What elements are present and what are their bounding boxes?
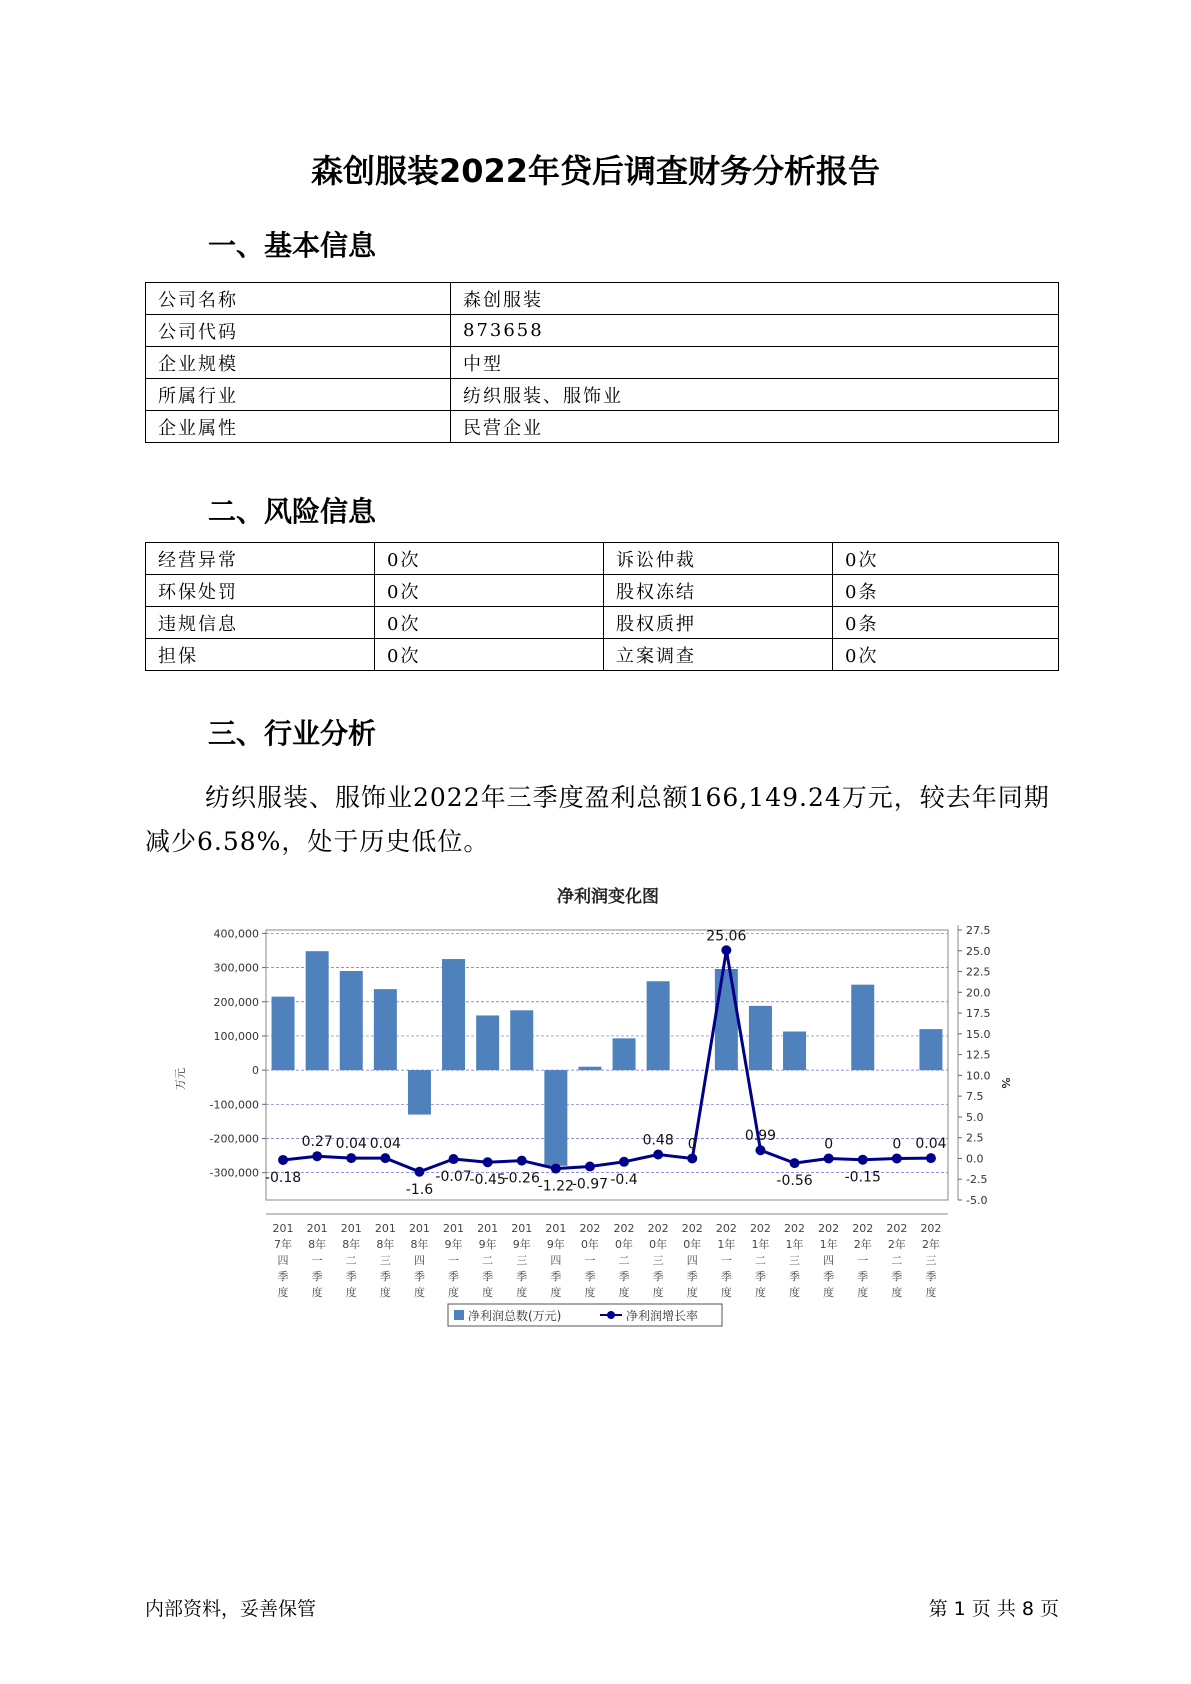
x-tick-label: 9年 xyxy=(478,1238,497,1251)
basic-info-label: 企业规模 xyxy=(146,347,451,379)
risk-info-table xyxy=(145,542,1059,671)
x-tick-label: 9年 xyxy=(512,1238,531,1251)
bar xyxy=(544,1070,567,1166)
x-tick-label: 三 xyxy=(789,1254,801,1267)
y-left-tick-label: 300,000 xyxy=(213,961,259,975)
x-tick-label: 季 xyxy=(413,1270,425,1283)
legend-line-marker xyxy=(607,1311,615,1319)
x-tick-label: 三 xyxy=(652,1254,664,1267)
y-right-tick-label: 10.0 xyxy=(966,1069,991,1083)
growth-rate-point xyxy=(517,1156,527,1166)
bar xyxy=(613,1038,636,1070)
y-right-tick-label: 22.5 xyxy=(966,965,991,979)
x-tick-label: 季 xyxy=(584,1270,596,1283)
x-tick-label: 202 xyxy=(681,1222,703,1235)
x-tick-label: 三 xyxy=(925,1254,937,1267)
growth-rate-point xyxy=(449,1154,459,1164)
section-industry-heading: 三、行业分析 xyxy=(208,717,377,750)
x-tick-label: 三 xyxy=(379,1254,391,1267)
growth-rate-data-label: 0.04 xyxy=(915,1136,947,1153)
x-tick-label: 8年 xyxy=(410,1238,429,1251)
x-tick-label: 季 xyxy=(618,1270,630,1283)
x-tick-label: 1年 xyxy=(785,1238,804,1251)
growth-rate-point xyxy=(926,1153,936,1163)
x-tick-label: 度 xyxy=(618,1286,630,1299)
basic-info-value: 873658 xyxy=(451,315,1059,347)
x-tick-label: 季 xyxy=(754,1270,766,1283)
x-tick-label: 季 xyxy=(652,1270,664,1283)
x-tick-label: 三 xyxy=(516,1254,528,1267)
x-tick-label: 度 xyxy=(448,1286,460,1299)
y-right-tick-label: 27.5 xyxy=(966,924,991,937)
y-left-tick-label: -300,000 xyxy=(209,1166,259,1180)
x-tick-label: 202 xyxy=(784,1222,806,1235)
growth-rate-point xyxy=(790,1158,800,1168)
risk-info-row xyxy=(146,543,1059,575)
x-tick-label: 2年 xyxy=(853,1238,872,1251)
x-tick-label: 度 xyxy=(754,1286,766,1299)
x-tick-label: 度 xyxy=(550,1286,562,1299)
growth-rate-data-label: 0.48 xyxy=(642,1132,674,1149)
x-tick-label: 季 xyxy=(891,1270,903,1283)
growth-rate-data-label: -0.97 xyxy=(571,1176,609,1193)
x-tick-label: 202 xyxy=(715,1222,737,1235)
bar xyxy=(510,1010,533,1070)
x-tick-label: 度 xyxy=(379,1286,391,1299)
bar xyxy=(408,1070,431,1114)
x-tick-label: 二 xyxy=(754,1254,766,1267)
risk-info-label: 经营异常 xyxy=(146,543,375,575)
growth-rate-point xyxy=(312,1151,322,1161)
growth-rate-point xyxy=(619,1157,629,1167)
growth-rate-data-label: 0 xyxy=(892,1136,902,1153)
risk-info-label: 诉讼仲裁 xyxy=(604,543,833,575)
growth-rate-data-label: -0.56 xyxy=(776,1173,813,1190)
growth-rate-data-label: 0 xyxy=(687,1136,697,1153)
growth-rate-point xyxy=(346,1153,356,1163)
x-tick-label: 度 xyxy=(720,1286,732,1299)
basic-info-value: 民营企业 xyxy=(451,411,1059,443)
x-tick-label: 7年 xyxy=(274,1238,293,1251)
y-right-tick-label: 2.5 xyxy=(966,1131,984,1145)
bar xyxy=(578,1067,601,1070)
basic-info-row xyxy=(146,379,1059,411)
x-tick-label: 一 xyxy=(584,1254,596,1267)
x-tick-label: 季 xyxy=(857,1270,869,1283)
growth-rate-point xyxy=(687,1153,697,1163)
y-left-axis-label: 万元 xyxy=(174,1068,187,1090)
growth-rate-point xyxy=(380,1153,390,1163)
growth-rate-data-label: -0.07 xyxy=(435,1169,472,1186)
bar xyxy=(647,981,670,1070)
y-right-tick-label: 25.0 xyxy=(966,944,991,958)
y-right-tick-label: 7.5 xyxy=(966,1090,984,1104)
growth-rate-data-label: -0.26 xyxy=(503,1170,540,1187)
growth-rate-data-label: 0.27 xyxy=(301,1134,333,1151)
x-tick-label: 201 xyxy=(545,1222,567,1235)
y-right-axis-label: % xyxy=(999,1077,1012,1089)
x-tick-label: 一 xyxy=(311,1254,323,1267)
y-left-tick-label: 400,000 xyxy=(213,927,259,941)
risk-info-label: 环保处罚 xyxy=(146,575,375,607)
risk-info-value: 0次 xyxy=(833,639,1059,671)
x-tick-label: 季 xyxy=(311,1270,323,1283)
basic-info-label: 公司代码 xyxy=(146,315,451,347)
x-tick-label: 度 xyxy=(277,1286,289,1299)
basic-info-table xyxy=(145,282,1059,443)
x-tick-label: 8年 xyxy=(308,1238,327,1251)
basic-info-row xyxy=(146,283,1059,315)
growth-rate-point xyxy=(414,1167,424,1177)
x-tick-label: 度 xyxy=(516,1286,528,1299)
basic-info-row xyxy=(146,411,1059,443)
bar xyxy=(476,1015,499,1070)
x-tick-label: 季 xyxy=(789,1270,801,1283)
x-tick-label: 季 xyxy=(345,1270,357,1283)
growth-rate-data-label: -0.15 xyxy=(844,1169,881,1186)
growth-rate-point xyxy=(892,1153,902,1163)
x-tick-label: 四 xyxy=(550,1254,562,1267)
growth-rate-point xyxy=(585,1162,595,1172)
y-right-tick-label: 17.5 xyxy=(966,1007,991,1021)
x-tick-label: 201 xyxy=(511,1222,533,1235)
y-right-tick-label: 0.0 xyxy=(966,1152,984,1166)
x-tick-label: 202 xyxy=(920,1222,942,1235)
x-tick-label: 一 xyxy=(448,1254,460,1267)
bar xyxy=(851,985,874,1070)
x-tick-label: 0年 xyxy=(649,1238,668,1251)
basic-info-value: 纺织服装、服饰业 xyxy=(451,379,1059,411)
x-tick-label: 度 xyxy=(925,1286,937,1299)
y-left-tick-label: -200,000 xyxy=(209,1132,259,1146)
x-tick-label: 度 xyxy=(311,1286,323,1299)
chart-svg xyxy=(170,888,1010,1348)
x-tick-label: 度 xyxy=(686,1286,698,1299)
basic-info-value: 森创服装 xyxy=(451,283,1059,315)
industry-paragraph: 纺织服装、服饰业2022年三季度盈利总额166,149.24万元，较去年同期减少6.58%，处于历史低位。 xyxy=(145,783,1050,856)
x-tick-label: 季 xyxy=(516,1270,528,1283)
x-tick-label: 度 xyxy=(345,1286,357,1299)
y-left-tick-label: -100,000 xyxy=(209,1098,259,1112)
growth-rate-point xyxy=(551,1164,561,1174)
x-tick-label: 季 xyxy=(925,1270,937,1283)
growth-rate-data-label: 0.04 xyxy=(335,1136,367,1153)
growth-rate-data-label: -0.18 xyxy=(264,1169,302,1186)
x-tick-label: 202 xyxy=(579,1222,601,1235)
growth-rate-point xyxy=(824,1153,834,1163)
risk-info-row xyxy=(146,607,1059,639)
x-tick-label: 度 xyxy=(482,1286,494,1299)
growth-rate-data-label: -0.45 xyxy=(469,1172,506,1189)
x-tick-label: 202 xyxy=(647,1222,669,1235)
chart-title: 净利润变化图 xyxy=(557,887,659,907)
legend-line-label: 净利润增长率 xyxy=(626,1309,699,1323)
y-left-tick-label: 0 xyxy=(252,1064,259,1078)
report-title: 森创服装2022年贷后调查财务分析报告 xyxy=(310,152,881,190)
growth-rate-point xyxy=(858,1155,868,1165)
risk-info-label: 立案调查 xyxy=(604,639,833,671)
x-tick-label: 二 xyxy=(891,1254,903,1267)
basic-info-label: 企业属性 xyxy=(146,411,451,443)
x-tick-label: 9年 xyxy=(546,1238,565,1251)
x-tick-label: 202 xyxy=(749,1222,771,1235)
x-tick-label: 四 xyxy=(686,1254,698,1267)
y-right-tick-label: -2.5 xyxy=(966,1173,988,1187)
x-tick-label: 202 xyxy=(818,1222,840,1235)
risk-info-value: 0次 xyxy=(375,607,604,639)
y-right-tick-label: 12.5 xyxy=(966,1048,991,1062)
x-tick-label: 202 xyxy=(886,1222,908,1235)
footer-page-number: 第 1 页 共 8 页 xyxy=(928,1598,1059,1620)
legend-bar-label: 净利润总数(万元) xyxy=(468,1309,562,1323)
x-tick-label: 201 xyxy=(272,1222,294,1235)
y-left-tick-label: 200,000 xyxy=(213,995,259,1009)
basic-info-value: 中型 xyxy=(451,347,1059,379)
growth-rate-data-label: 0.04 xyxy=(369,1136,401,1153)
y-right-tick-label: -5.0 xyxy=(966,1194,988,1207)
x-tick-label: 四 xyxy=(823,1254,835,1267)
growth-rate-point xyxy=(278,1155,288,1165)
risk-info-label: 股权冻结 xyxy=(604,575,833,607)
y-right-tick-label: 5.0 xyxy=(966,1110,984,1124)
net-profit-chart xyxy=(170,888,1010,1352)
x-tick-label: 202 xyxy=(613,1222,635,1235)
x-tick-label: 1年 xyxy=(751,1238,770,1251)
x-tick-label: 季 xyxy=(823,1270,835,1283)
x-tick-label: 季 xyxy=(448,1270,460,1283)
x-tick-label: 度 xyxy=(857,1286,869,1299)
x-tick-label: 0年 xyxy=(580,1238,599,1251)
risk-info-label: 股权质押 xyxy=(604,607,833,639)
basic-info-row xyxy=(146,347,1059,379)
x-tick-label: 季 xyxy=(720,1270,732,1283)
risk-info-label: 担保 xyxy=(146,639,375,671)
bar xyxy=(783,1032,806,1071)
bar xyxy=(272,997,295,1070)
growth-rate-data-label: 25.06 xyxy=(706,928,747,945)
y-right-tick-label: 20.0 xyxy=(966,986,991,1000)
basic-info-label: 公司名称 xyxy=(146,283,451,315)
x-tick-label: 201 xyxy=(306,1222,328,1235)
x-tick-label: 201 xyxy=(408,1222,430,1235)
x-tick-label: 一 xyxy=(857,1254,869,1267)
basic-info-row xyxy=(146,315,1059,347)
x-tick-label: 2年 xyxy=(921,1238,940,1251)
x-tick-label: 8年 xyxy=(342,1238,361,1251)
bar xyxy=(306,951,329,1070)
x-tick-label: 度 xyxy=(823,1286,835,1299)
x-tick-label: 四 xyxy=(413,1254,425,1267)
risk-info-label: 违规信息 xyxy=(146,607,375,639)
x-tick-label: 季 xyxy=(550,1270,562,1283)
x-tick-label: 一 xyxy=(720,1254,732,1267)
y-left-tick-label: 100,000 xyxy=(213,1029,259,1043)
bar xyxy=(919,1029,942,1070)
risk-info-value: 0条 xyxy=(833,607,1059,639)
growth-rate-point xyxy=(653,1149,663,1159)
x-tick-label: 0年 xyxy=(683,1238,702,1251)
risk-info-row xyxy=(146,575,1059,607)
bar xyxy=(749,1006,772,1070)
growth-rate-point xyxy=(755,1145,765,1155)
x-tick-label: 1年 xyxy=(819,1238,838,1251)
x-tick-label: 201 xyxy=(477,1222,499,1235)
growth-rate-data-label: -0.4 xyxy=(610,1171,638,1188)
risk-info-value: 0次 xyxy=(375,639,604,671)
x-tick-label: 0年 xyxy=(615,1238,634,1251)
x-tick-label: 202 xyxy=(852,1222,874,1235)
x-tick-label: 四 xyxy=(277,1254,289,1267)
x-tick-label: 度 xyxy=(584,1286,596,1299)
growth-rate-data-label: -1.6 xyxy=(405,1181,434,1198)
footer-confidential: 内部资料，妥善保管 xyxy=(145,1598,317,1620)
legend-bar-swatch xyxy=(454,1310,464,1320)
x-tick-label: 201 xyxy=(374,1222,396,1235)
x-tick-label: 201 xyxy=(340,1222,362,1235)
risk-info-value: 0次 xyxy=(375,543,604,575)
x-tick-label: 季 xyxy=(482,1270,494,1283)
bar xyxy=(374,989,397,1070)
section-risk-heading: 二、风险信息 xyxy=(208,495,377,528)
bar xyxy=(715,969,738,1070)
growth-rate-point xyxy=(483,1157,493,1167)
x-tick-label: 8年 xyxy=(376,1238,395,1251)
y-right-tick-label: 15.0 xyxy=(966,1027,991,1041)
x-tick-label: 季 xyxy=(379,1270,391,1283)
growth-rate-data-label: 0.99 xyxy=(744,1128,777,1145)
risk-info-value: 0次 xyxy=(833,543,1059,575)
x-tick-label: 季 xyxy=(277,1270,289,1283)
growth-rate-point xyxy=(721,945,731,955)
bar xyxy=(340,971,363,1070)
x-tick-label: 二 xyxy=(618,1254,630,1267)
x-tick-label: 度 xyxy=(789,1286,801,1299)
x-tick-label: 度 xyxy=(413,1286,425,1299)
x-tick-label: 二 xyxy=(345,1254,357,1267)
x-tick-label: 度 xyxy=(652,1286,664,1299)
growth-rate-data-label: 0 xyxy=(824,1136,834,1153)
risk-info-value: 0次 xyxy=(375,575,604,607)
basic-info-label: 所属行业 xyxy=(146,379,451,411)
x-tick-label: 1年 xyxy=(717,1238,736,1251)
bar xyxy=(442,959,465,1070)
x-tick-label: 201 xyxy=(443,1222,465,1235)
x-tick-label: 季 xyxy=(686,1270,698,1283)
x-tick-label: 9年 xyxy=(444,1238,463,1251)
x-tick-label: 度 xyxy=(891,1286,903,1299)
section-basic-heading: 一、基本信息 xyxy=(208,229,377,262)
risk-info-row xyxy=(146,639,1059,671)
risk-info-value: 0条 xyxy=(833,575,1059,607)
growth-rate-data-label: -1.22 xyxy=(537,1178,574,1195)
x-tick-label: 二 xyxy=(482,1254,494,1267)
x-tick-label: 2年 xyxy=(887,1238,906,1251)
